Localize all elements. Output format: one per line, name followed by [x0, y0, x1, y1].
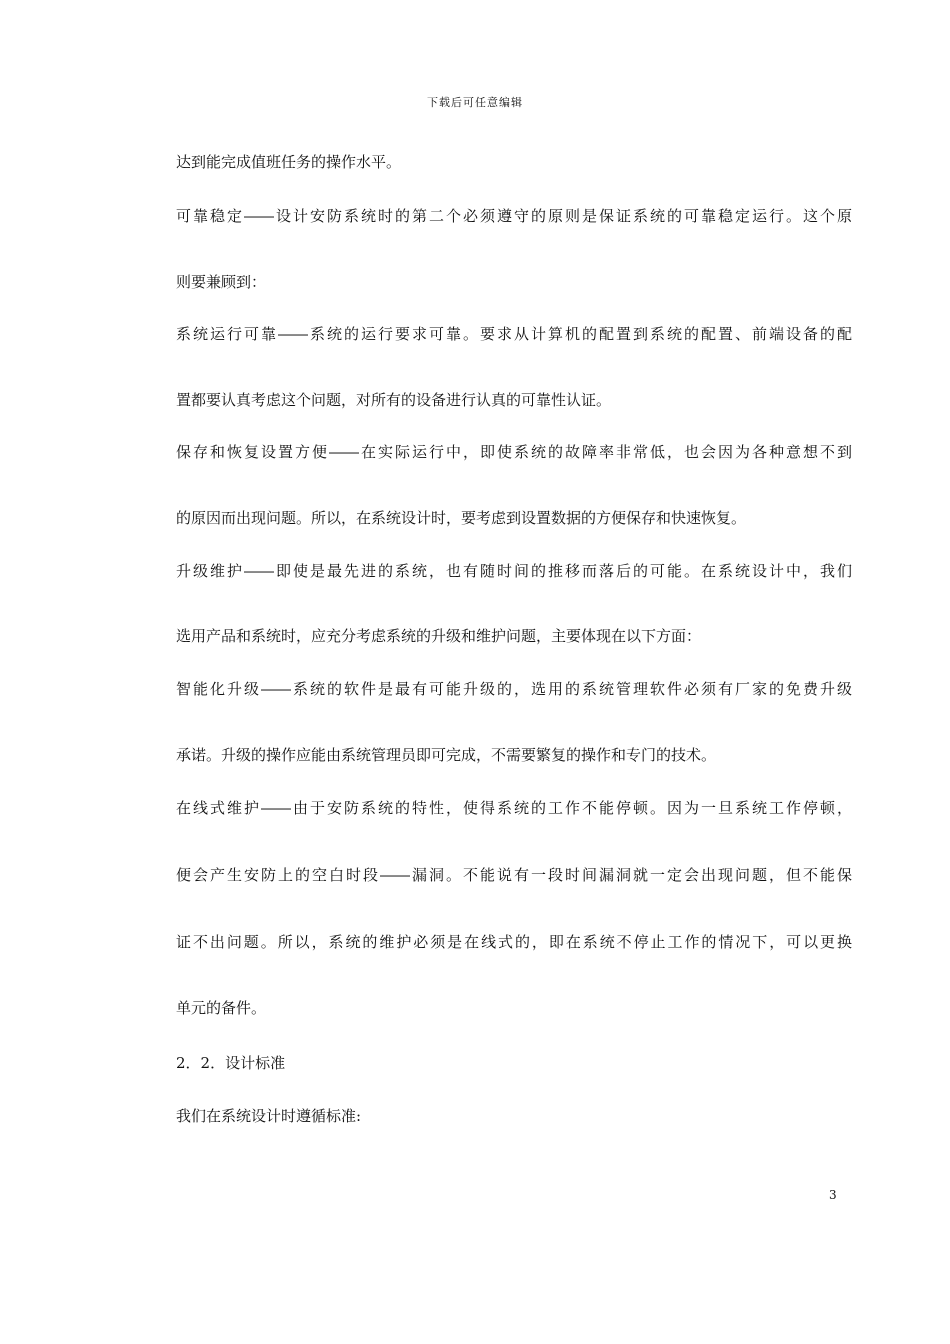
text-line: 在线式维护――由于安防系统的特性，使得系统的工作不能停顿。因为一旦系统工作停顿，: [176, 799, 852, 817]
text-line: 选用产品和系统时，应充分考虑系统的升级和维护问题，主要体现在以下方面：: [176, 627, 702, 645]
text-line: 置都要认真考虑这个问题，对所有的设备进行认真的可靠性认证。: [176, 391, 612, 409]
text-line: 则要兼顾到：: [176, 273, 267, 291]
page-number: 3: [829, 1188, 837, 1202]
page-header: 下载后可任意编辑: [427, 96, 523, 109]
text-line: 承诺。升级的操作应能由系统管理员即可完成，不需要繁复的操作和专门的技术。: [176, 746, 717, 764]
text-line: 便会产生安防上的空白时段――漏洞。不能说有一段时间漏洞就一定会出现问题，但不能保: [176, 866, 852, 884]
text-line: 智能化升级――系统的软件是最有可能升级的，选用的系统管理软件必须有厂家的免费升级: [176, 680, 852, 698]
text-line: 升级维护――即使是最先进的系统，也有随时间的推移而落后的可能。在系统设计中，我们: [176, 562, 852, 580]
text-line: 的原因而出现问题。所以，在系统设计时，要考虑到设置数据的方便保存和快速恢复。: [176, 509, 747, 527]
text-line: 达到能完成值班任务的操作水平。: [176, 153, 402, 171]
text-line: 证不出问题。所以，系统的维护必须是在线式的，即在系统不停止工作的情况下，可以更换: [176, 933, 852, 951]
text-line: 我们在系统设计时遵循标准:: [176, 1107, 362, 1125]
text-line: 保存和恢复设置方便――在实际运行中，即使系统的故障率非常低，也会因为各种意想不到: [176, 443, 852, 461]
text-line: 可靠稳定――设计安防系统时的第二个必须遵守的原则是保证系统的可靠稳定运行。这个原: [176, 207, 852, 225]
text-line: 单元的备件。: [176, 999, 267, 1017]
text-line: 系统运行可靠――系统的运行要求可靠。要求从计算机的配置到系统的配置、前端设备的配: [176, 325, 852, 343]
section-heading: 2．2．设计标准: [176, 1054, 286, 1072]
